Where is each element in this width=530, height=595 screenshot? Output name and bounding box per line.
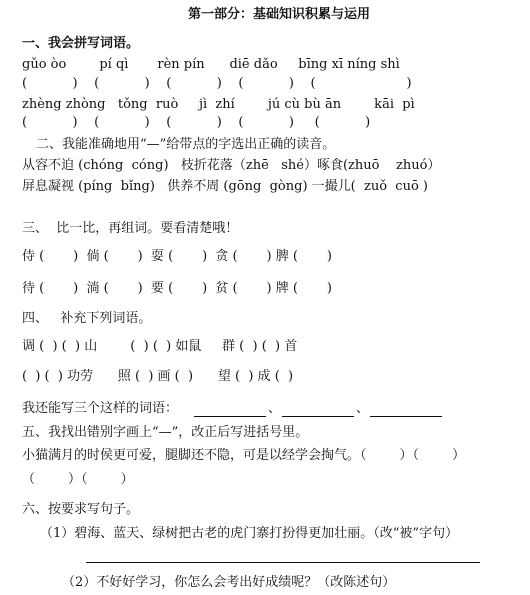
page-title: 第一部分：基础知识积累与运用 [188, 7, 371, 22]
answer-paren-row-1[interactable]: ( ) ( ) ( ) ( ) ( ) [22, 76, 412, 91]
extra-word-blank-1[interactable] [194, 416, 266, 417]
correction-parens[interactable]: （ ）（ ） [22, 472, 134, 487]
section-2-heading: 二、我能准确地用“—”给带点的字选出正确的读音。 [36, 137, 336, 152]
idiom-row-1[interactable]: 调 ( ) ( ) 山 ( ) ( ) 如鼠 群 ( ) ( ) 首 [22, 339, 298, 354]
section-3-heading: 三、 比一比，再组词。要看清楚哦！ [22, 221, 239, 236]
section-6-heading: 六、按要求写句子。 [22, 502, 140, 517]
extra-word-blank-2[interactable] [282, 416, 354, 417]
error-sentence: 小猫满月的时侯更可爱，腿脚还不隐，可是以经学会掏气。（ ）（ ） [22, 448, 466, 463]
section-5-heading: 五、我找出错别字画上“—”，改正后写进括号里。 [22, 425, 309, 440]
question-2: （2）不好好学习，你怎么会考出好成绩呢？（改陈述句） [62, 575, 396, 590]
separator: 、 [268, 401, 282, 416]
idiom-row-2[interactable]: ( ) ( ) 功劳 照 ( ) 画 ( ) 望 ( ) 成 ( ) [22, 369, 294, 384]
pinyin-row-2: zhèng zhòng tǒng ruò jì zhí jú cù bù ān kāi pì [22, 97, 415, 112]
compare-row-1[interactable]: 侍 ( ) 倘 ( ) 耍 ( ) 贪 ( ) 脾 ( ) [22, 249, 332, 264]
section-4-heading: 四、 补充下列词语。 [22, 311, 152, 326]
answer-line-1[interactable] [86, 562, 480, 563]
reading-choice-line-1: 从容不迫 (chóng cóng) 枝折花落（zhē shé）啄食(zhuō zhuó） [22, 158, 441, 173]
pinyin-row-1: gǔo òo pí qì rèn pín diē dǎo bīng xī níng shì [22, 57, 400, 72]
answer-paren-row-2[interactable]: ( ) ( ) ( ) ( ) ( ) [22, 115, 371, 130]
compare-row-2[interactable]: 待 ( ) 淌 ( ) 要 ( ) 贫 ( ) 牌 ( ) [22, 281, 332, 296]
separator: 、 [356, 401, 370, 416]
question-1: （1）碧海、蓝天、绿树把古老的虎门寨打扮得更加壮丽。（改“被”字句） [40, 526, 459, 541]
section-1-heading: 一、我会拼写词语。 [22, 36, 140, 51]
extra-word-blank-3[interactable] [370, 416, 442, 417]
extra-words-prompt: 我还能写三个这样的词语： [22, 401, 179, 416]
reading-choice-line-2: 屏息凝视 (píng bǐng) 供养不周 (gōng gòng) 一撮儿( zuǒ cuō ) [22, 179, 428, 194]
